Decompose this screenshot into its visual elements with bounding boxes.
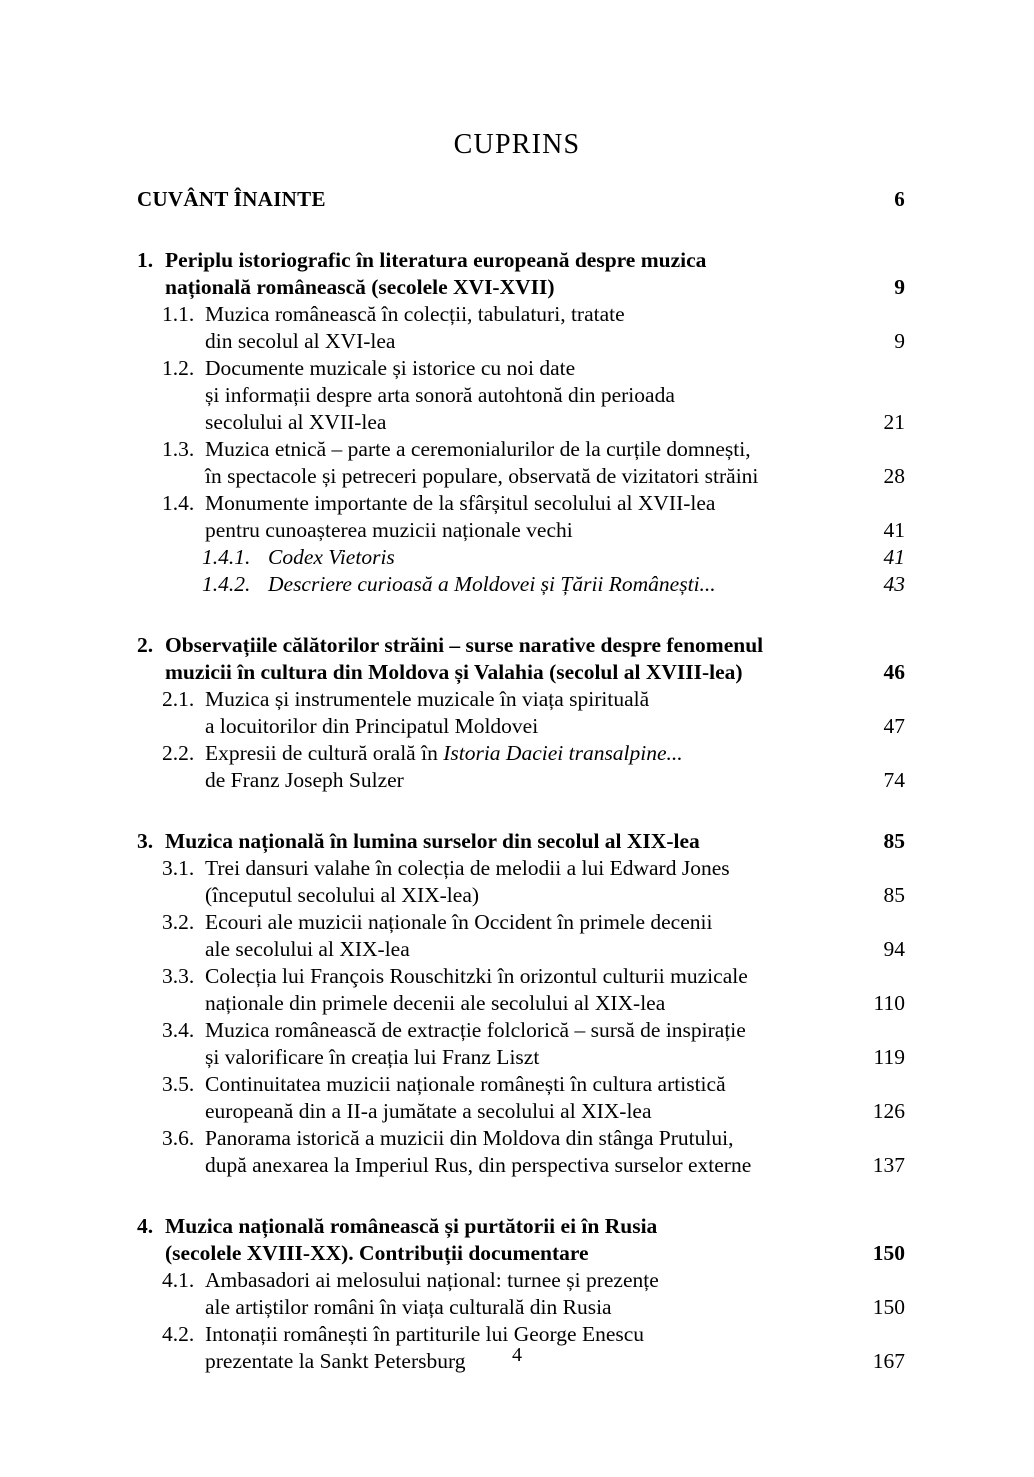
toc-entry-number: 3. [137,829,154,853]
toc-entry[interactable] [137,740,905,794]
toc-entry-text: Muzica și instrumentele muzicale în viața spirituală [205,687,650,711]
toc-entry-text: Panorama istorică a muzicii din Moldova din stânga Prutului, [205,1126,734,1150]
toc-entry-page-number: 9 [894,275,905,299]
toc-entry-text: Muzica națională în lumina surselor din secolul al XIX-lea [165,829,700,853]
toc-entry-text: din secolul al XVI-lea [205,329,396,353]
toc-entry[interactable] [137,1017,905,1071]
toc-entry[interactable] [137,571,905,598]
toc-entry[interactable] [137,1213,905,1267]
toc-entry[interactable] [137,544,905,571]
toc-entry[interactable] [137,490,905,544]
toc-entry-text: și informații despre arta sonoră autohtonă din perioada [205,383,675,407]
toc-entry[interactable] [137,963,905,1017]
toc-entry-line [137,1294,905,1321]
toc-entry-number: 2.1. [162,687,195,711]
toc-entry-page-number: 126 [872,1099,905,1123]
toc-entry-text: națională românească (secolele XVI-XVII) [165,275,555,299]
toc-entry[interactable] [137,301,905,355]
toc-entry-line [137,1267,905,1294]
toc-entry-page-number: 21 [883,410,905,434]
toc-entry[interactable] [137,436,905,490]
toc-entry-text: în spectacole și petreceri populare, observată de vizitatori străini [205,464,759,488]
toc-entry-line [137,963,905,990]
toc-entry-text: (începutul secolului al XIX-lea) [205,883,480,907]
toc-entry[interactable] [137,247,905,301]
toc-entry[interactable] [137,686,905,740]
toc-entry-page-number: 47 [883,714,905,738]
toc-entry-line [137,1071,905,1098]
toc-entry-text: naționale din primele decenii ale secolului al XIX-lea [205,991,666,1015]
toc-entry[interactable] [137,186,905,213]
toc-entry-line [137,1044,905,1071]
toc-entry-line [137,1240,905,1267]
toc-entry-line [137,274,905,301]
toc-entry-text: și valorificare în creația lui Franz Liszt [205,1045,540,1069]
toc-entry-page-number: 6 [894,187,905,211]
toc-entry-text: europeană din a II-a jumătate a secolului al XIX-lea [205,1099,652,1123]
toc-entry-text: Documente muzicale și istorice cu noi date [205,356,576,380]
toc-entry-number: 3.1. [162,856,195,880]
toc-entry-text: prezentate la Sankt Petersburg [205,1349,466,1373]
toc-entry-line [137,1098,905,1125]
toc-entry-text: secolului al XVII-lea [205,410,387,434]
toc-entry-text: Descriere curioasă a Moldovei și Țării Românești... [268,572,716,596]
toc-entry-number: 1.4.2. [202,572,251,596]
toc-entry-text: Muzica națională românească și purtătorii ei în Rusia [165,1214,658,1238]
toc-entry-number: 3.3. [162,964,195,988]
toc-entry-line [137,767,905,794]
toc-entry-text: Muzica românească în colecții, tabulaturi, tratate [205,302,625,326]
toc-entry-text: după anexarea la Imperiul Rus, din perspectiva surselor externe [205,1153,752,1177]
toc-entry-text: pentru cunoașterea muzicii naționale vechi [205,518,573,542]
toc-entry-line [137,436,905,463]
toc-entry-number: 2. [137,633,154,657]
toc-entry[interactable] [137,355,905,436]
toc-entry-text-italic: Istoria Daciei transalpine... [443,741,683,765]
toc-entry[interactable] [137,909,905,963]
toc-entry-line [137,659,905,686]
toc-entry-text: Expresii de cultură orală în Istoria Daciei transalpine... [205,741,683,765]
toc-entry-line [137,1213,905,1240]
toc-entry-page-number: 41 [883,518,905,542]
toc-entry-line [137,1125,905,1152]
toc-entry-text: Monumente importante de la sfârșitul secolului al XVII-lea [205,491,716,515]
toc-entry-text: Continuitatea muzicii naționale românești în cultura artistică [205,1072,726,1096]
toc-entry-text: Ambasadori ai melosului național: turnee și prezențe [205,1268,659,1292]
toc-entry-text: muzicii în cultura din Moldova și Valahia (secolul al XVIII-lea) [165,660,743,684]
toc-entry-line [137,517,905,544]
toc-entry-text: CUVÂNT ÎNAINTE [137,187,326,211]
toc-entry-text: Codex Vietoris [268,545,395,569]
toc-entry-page-number: 85 [883,829,905,853]
toc-entry-page-number: 167 [872,1349,905,1373]
toc-entry-line [137,990,905,1017]
toc-entry[interactable] [137,1125,905,1179]
toc-entry-number: 4.2. [162,1322,195,1346]
toc-entry-line [137,301,905,328]
toc-entry-number: 1.4. [162,491,195,515]
toc-entry-text: Intonații românești în partiturile lui George Enescu [205,1322,645,1346]
toc-entry-text: Periplu istoriografic în literatura europeană despre muzica [165,248,707,272]
toc-entry-text: Colecția lui François Rouschitzki în orizontul culturii muzicale [205,964,748,988]
toc-entry-number: 1.2. [162,356,195,380]
toc-entry-number: 3.2. [162,910,195,934]
toc-entry-page-number: 43 [883,572,905,596]
toc-entry-line [137,1017,905,1044]
toc-entry-text: de Franz Joseph Sulzer [205,768,404,792]
toc-entry-text: ale artiștilor români în viața culturală din Rusia [205,1295,612,1319]
toc-entry-text: a locuitorilor din Principatul Moldovei [205,714,539,738]
toc-entry-text: Muzica etnică – parte a ceremonialurilor de la curțile domnești, [205,437,751,461]
toc-entry-line [137,686,905,713]
toc-entry-line [137,936,905,963]
toc-entry-page-number: 119 [873,1045,905,1069]
toc-entry[interactable] [137,632,905,686]
toc-entry-line [137,571,905,598]
toc-entry-page-number: 110 [873,991,905,1015]
toc-entry-page-number: 137 [872,1153,905,1177]
toc-entry-page-number: 9 [894,329,905,353]
toc-entry-text: Trei dansuri valahe în colecția de melodii a lui Edward Jones [205,856,730,880]
toc-entry-number: 1.3. [162,437,195,461]
toc-entry-text: Muzica românească de extracție folclorică – sursă de inspirație [205,1018,746,1042]
toc-entry-number: 4.1. [162,1268,195,1292]
toc-entry-line [137,409,905,436]
toc-entry-page-number: 85 [883,883,905,907]
toc-entry[interactable] [137,855,905,909]
toc-entry-line [137,382,905,409]
toc-entry-line [137,632,905,659]
toc-entry-line [137,463,905,490]
page-title: CUPRINS [453,129,581,160]
toc-entry-line [137,882,905,909]
toc-entry-line [137,328,905,355]
page-folio-number: 4 [512,1344,522,1366]
toc-entry-text: Ecouri ale muzicii naționale în Occident în primele decenii [205,910,713,934]
toc-entry-line [137,490,905,517]
toc-entry[interactable] [137,1267,905,1321]
toc-entry[interactable] [137,828,905,855]
toc-entry-page-number: 150 [872,1241,905,1265]
toc-entry-line [137,544,905,571]
toc-entry-number: 1.1. [162,302,195,326]
toc-entry-line [137,855,905,882]
toc-entry-page-number: 28 [883,464,905,488]
toc-entry-line [137,713,905,740]
toc-entry-text: Observațiile călătorilor străini – surse narative despre fenomenul [165,633,764,657]
toc-entry-text: ale secolului al XIX-lea [205,937,410,961]
toc-entry-number: 3.6. [162,1126,195,1150]
toc-entry-page-number: 46 [883,660,905,684]
toc-entry-page-number: 41 [883,545,905,569]
toc-entry-line [137,828,905,855]
toc-entry-number: 3.4. [162,1018,195,1042]
toc-entry-number: 1. [137,248,154,272]
toc-entry-text: (secolele XVIII-XX). Contribuții documentare [165,1241,589,1265]
toc-entry-line [137,740,905,767]
toc-entry-line [137,355,905,382]
toc-entry-line [137,186,905,213]
toc-entry-line [137,1152,905,1179]
toc-entry-number: 2.2. [162,741,195,765]
toc-entry-number: 4. [137,1214,154,1238]
toc-entry-page-number: 74 [883,768,905,792]
toc-entry-page-number: 94 [883,937,905,961]
toc-entry-number: 3.5. [162,1072,195,1096]
table-of-contents [137,186,905,1375]
toc-entry[interactable] [137,1071,905,1125]
toc-entry-page-number: 150 [872,1295,905,1319]
toc-entry-line [137,247,905,274]
toc-entry-line [137,909,905,936]
toc-entry-number: 1.4.1. [202,545,251,569]
